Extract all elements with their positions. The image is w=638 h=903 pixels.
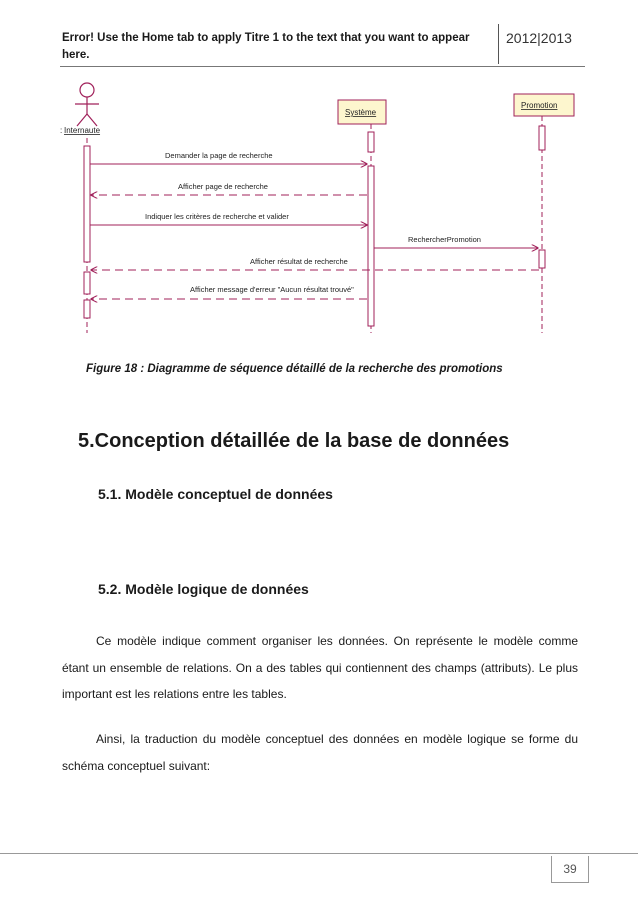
subsection-heading-1: 5.1. Modèle conceptuel de données — [98, 486, 333, 502]
footer-rule — [0, 853, 638, 854]
header-title: Error! Use the Home tab to apply Titre 1 to the text that you want to appear here. — [62, 32, 470, 61]
section-heading: 5.Conception détaillée de la base de données — [78, 430, 510, 452]
promotion-activation-2 — [539, 250, 545, 268]
svg-text::: : — [60, 126, 63, 135]
paragraph-1-text: Ce modèle indique comment organiser les données. On représente le modèle comme étant un ensemble de relations. On a des tables qui contiennent des champs (attributs). Le plus important est les relations entre les tables. — [62, 634, 578, 701]
figure-caption: Figure 18 : Diagramme de séquence détaillé de la recherche des promotions — [86, 363, 503, 375]
system-activation-1 — [368, 132, 374, 152]
paragraph-2-text: Ainsi, la traduction du modèle conceptuel des données en modèle logique se forme du schéma conceptuel suivant: — [62, 732, 578, 773]
subsection-heading-2: 5.2. Modèle logique de données — [98, 581, 309, 597]
msg-6-label: Afficher message d'erreur "Aucun résultat trouvé" — [190, 285, 354, 294]
paragraph-1 — [62, 628, 578, 708]
paragraph-2 — [62, 726, 578, 779]
page-number: 39 — [551, 856, 589, 883]
header-divider — [498, 24, 499, 64]
system-label: Système — [345, 108, 377, 117]
system-activation-2 — [368, 166, 374, 326]
user-activation-2 — [84, 272, 90, 294]
header-year: 2012|2013 — [506, 30, 572, 46]
actor-user-icon — [75, 83, 99, 126]
msg-1-label: Demander la page de recherche — [165, 151, 273, 160]
msg-4-label: RechercherPromotion — [408, 235, 481, 244]
user-activation-3 — [84, 300, 90, 318]
msg-3-label: Indiquer les critères de recherche et valider — [145, 212, 289, 221]
promotion-label: Promotion — [521, 101, 558, 110]
actor-user-label: Internaute — [64, 126, 101, 135]
header-rule — [60, 66, 585, 67]
sequence-diagram — [60, 78, 580, 340]
msg-5-label: Afficher résultat de recherche — [250, 257, 348, 266]
msg-2-label: Afficher page de recherche — [178, 182, 268, 191]
promotion-activation-1 — [539, 126, 545, 150]
user-activation-1 — [84, 146, 90, 262]
